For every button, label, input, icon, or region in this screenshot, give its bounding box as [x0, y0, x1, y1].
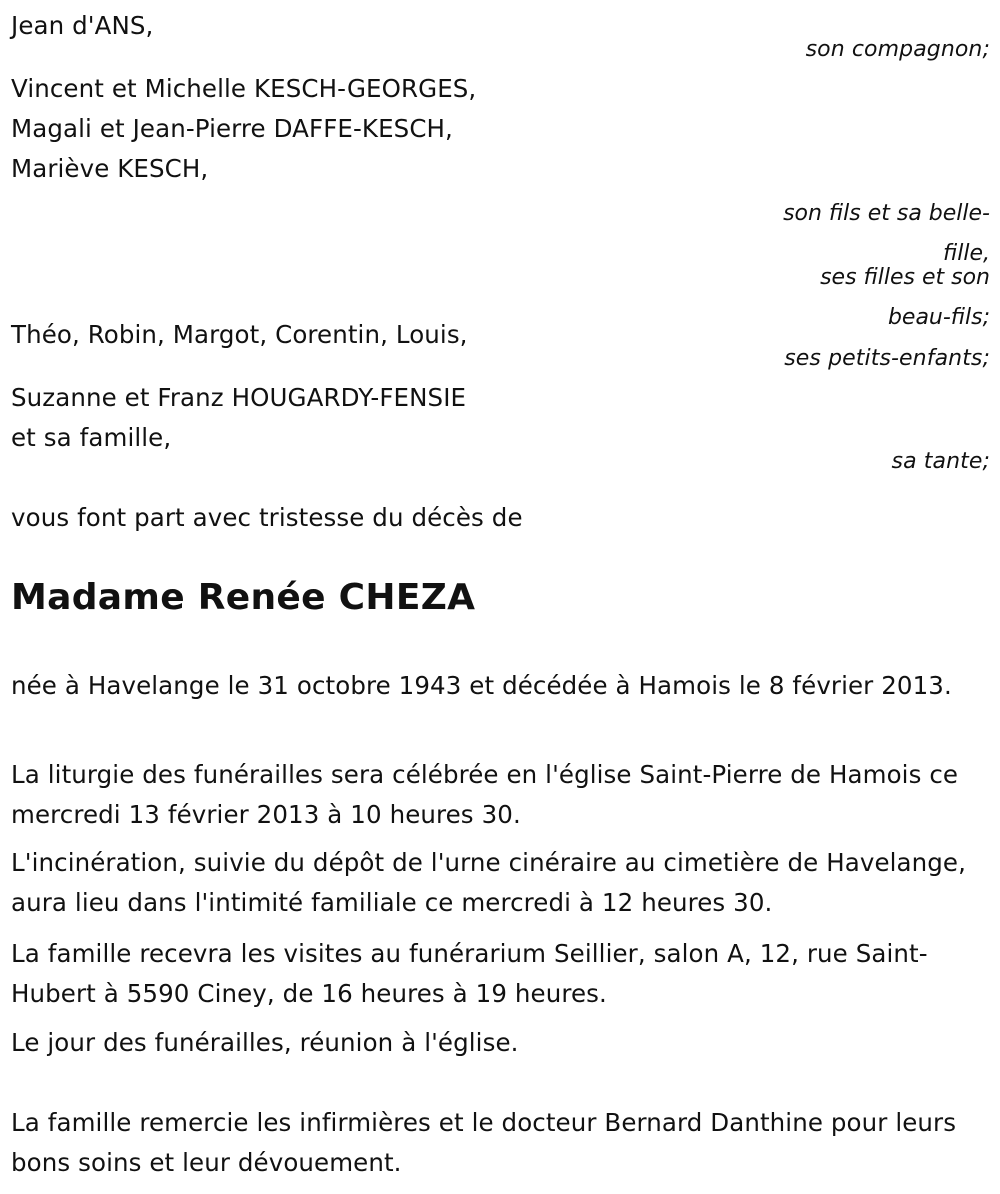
thanks-paragraph: La famille remercie les infirmières et le docteur Bernard Danthine pour leurs bons soins et leur dévouement. [11, 1108, 957, 1177]
cremation-paragraph: L'incinération, suivie du dépôt de l'urne cinéraire au cimetière de Havelange, aura lieu dans l'intimité familiale ce mercredi à 12 heures 30. [11, 848, 966, 917]
family-name-line: et sa famille, [11, 423, 172, 452]
announcement-text: vous font part avec tristesse du décès de [11, 503, 523, 532]
birth-death-paragraph: née à Havelange le 31 octobre 1943 et décédée à Hamois le 8 février 2013. [11, 671, 952, 700]
meeting-paragraph: Le jour des funérailles, réunion à l'église. [11, 1028, 519, 1057]
family-name-line: Jean d'ANS, [11, 11, 154, 40]
family-relation: ses petits-enfants; [784, 346, 990, 371]
family-name-line: Suzanne et Franz HOUGARDY-FENSIE [11, 383, 467, 412]
visits-paragraph: La famille recevra les visites au funérarium Seillier, salon A, 12, rue Saint-Hubert à 5590 Ciney, de 16 heures à 19 heures. [11, 939, 928, 1008]
deceased-name: Madame Renée CHEZA [11, 577, 476, 618]
family-relation: son fils et sa belle-fille, [783, 201, 990, 266]
family-name-line: Mariève KESCH, [11, 154, 209, 183]
family-name-line: Magali et Jean-Pierre DAFFE-KESCH, [11, 114, 453, 143]
family-relation: ses filles et son beau-fils; [820, 265, 990, 330]
family-relation: sa tante; [891, 449, 990, 474]
family-name-line: Vincent et Michelle KESCH-GEORGES, [11, 74, 477, 103]
liturgy-paragraph: La liturgie des funérailles sera célébrée en l'église Saint-Pierre de Hamois ce mercredi 13 février 2013 à 10 heures 30. [11, 760, 959, 829]
family-relation: son compagnon; [805, 37, 990, 62]
family-name-line: Théo, Robin, Margot, Corentin, Louis, [11, 320, 468, 349]
